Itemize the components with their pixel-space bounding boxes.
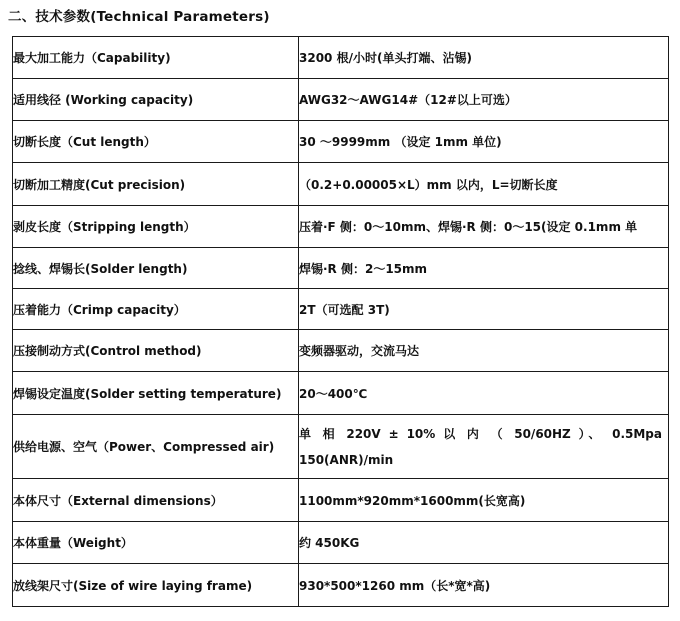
parameter-label: 适用线径 (Working capacity) bbox=[13, 79, 299, 121]
parameter-label: 切断加工精度(Cut precision) bbox=[13, 163, 299, 206]
parameter-label: 捻线、焊锡长(Solder length) bbox=[13, 248, 299, 289]
technical-parameters-table bbox=[12, 36, 669, 607]
parameter-value: 3200 根/小时(单头打端、沾锡) bbox=[299, 37, 669, 79]
parameter-value: 1100mm*920mm*1600mm(长宽高) bbox=[299, 479, 669, 522]
table-row bbox=[13, 330, 669, 372]
table-row bbox=[13, 206, 669, 248]
table-row bbox=[13, 522, 669, 564]
parameter-value: 2T（可选配 3T) bbox=[299, 289, 669, 330]
parameter-value: 20～400℃ bbox=[299, 372, 669, 415]
parameter-label: 本体尺寸（External dimensions） bbox=[13, 479, 299, 522]
parameter-label: 压接制动方式(Control method) bbox=[13, 330, 299, 372]
parameter-label: 切断长度（Cut length） bbox=[13, 121, 299, 163]
parameter-label: 供给电源、空气（Power、Compressed air) bbox=[13, 415, 299, 479]
parameter-value: （0.2+0.00005×L）mm 以内，L=切断长度 bbox=[299, 163, 669, 206]
table-row bbox=[13, 289, 669, 330]
parameter-value: 变频器驱动，交流马达 bbox=[299, 330, 669, 372]
parameter-value: 焊锡·R 侧：2～15mm bbox=[299, 248, 669, 289]
table-row bbox=[13, 415, 669, 479]
parameter-label: 剥皮长度（Stripping length） bbox=[13, 206, 299, 248]
parameter-value: 单 相 220V ± 10% 以 内 （ 50/60HZ ）、 0.5Mpa 150(ANR)/min bbox=[299, 415, 669, 479]
parameter-value: 930*500*1260 mm（长*宽*高) bbox=[299, 564, 669, 607]
table-row bbox=[13, 564, 669, 607]
table-row bbox=[13, 79, 669, 121]
parameter-value: AWG32～AWG14#（12#以上可选） bbox=[299, 79, 669, 121]
section-title: 二、技术参数(Technical Parameters) bbox=[8, 9, 270, 25]
table-row bbox=[13, 37, 669, 79]
table-row bbox=[13, 248, 669, 289]
table-row bbox=[13, 121, 669, 163]
parameter-value: 约 450KG bbox=[299, 522, 669, 564]
parameter-label: 放线架尺寸(Size of wire laying frame) bbox=[13, 564, 299, 607]
parameter-label: 焊锡设定温度(Solder setting temperature) bbox=[13, 372, 299, 415]
parameter-label: 本体重量（Weight） bbox=[13, 522, 299, 564]
parameter-value: 30 ～9999mm （设定 1mm 单位) bbox=[299, 121, 669, 163]
table-row bbox=[13, 479, 669, 522]
table-row bbox=[13, 372, 669, 415]
parameter-label: 压着能力（Crimp capacity） bbox=[13, 289, 299, 330]
parameter-label: 最大加工能力（Capability) bbox=[13, 37, 299, 79]
parameter-value: 压着·F 侧：0～10mm、焊锡·R 侧：0～15(设定 0.1mm 单 bbox=[299, 206, 669, 248]
table-row bbox=[13, 163, 669, 206]
